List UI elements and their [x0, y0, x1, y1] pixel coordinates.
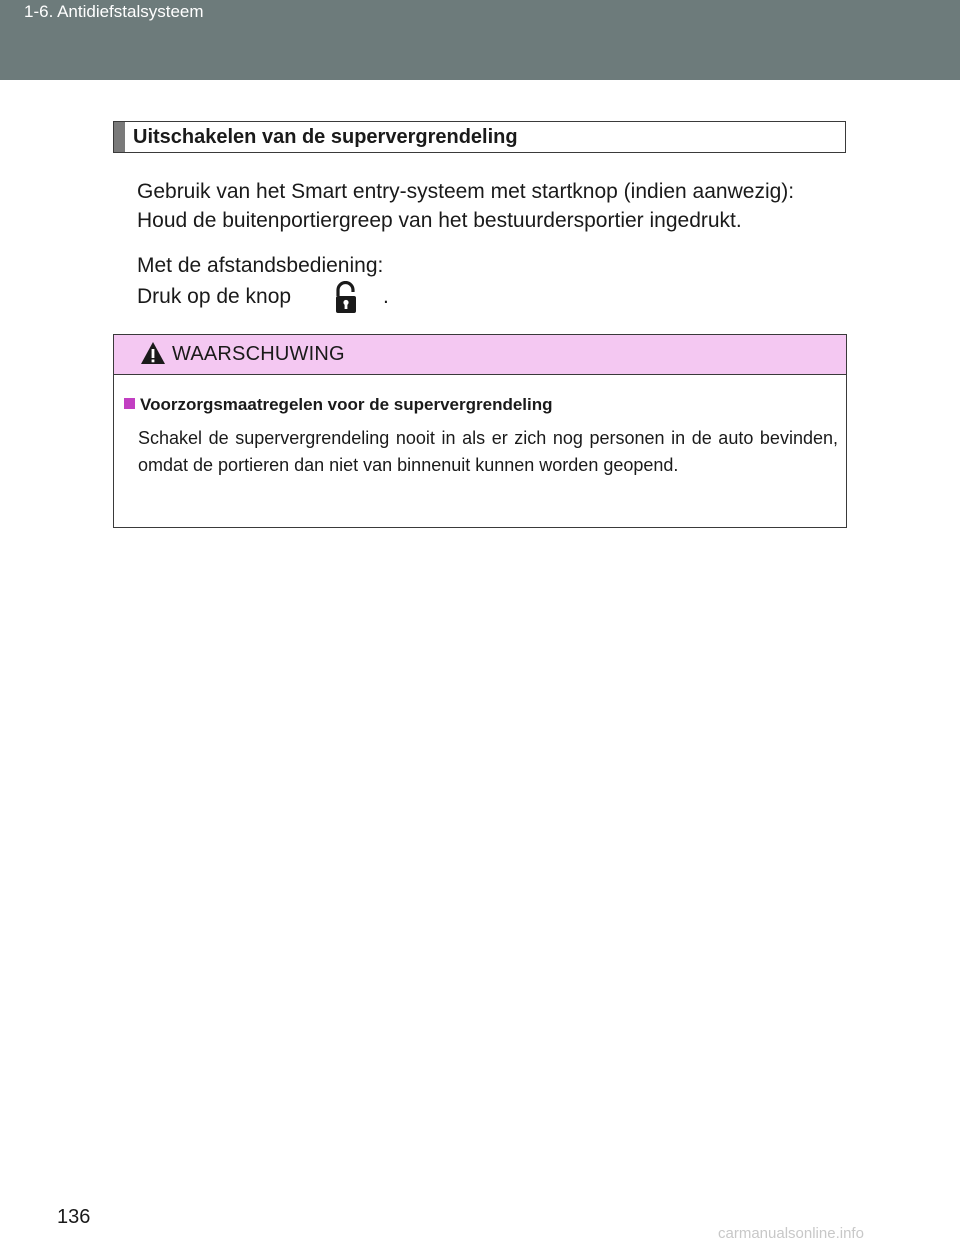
- page-number: 136: [57, 1206, 91, 1228]
- header-band: [0, 0, 960, 80]
- warning-header: [114, 335, 846, 375]
- unlock-icon: [333, 281, 359, 315]
- section-title-bar: [114, 122, 125, 152]
- section-label: 1-6. Antidiefstalsysteem: [24, 2, 204, 21]
- body-line-4-suffix: .: [383, 285, 389, 308]
- section-title: Uitschakelen van de supervergrendeling: [133, 126, 518, 148]
- watermark: carmanualsonline.info: [718, 1225, 864, 1242]
- warning-triangle-icon: [140, 340, 166, 366]
- body-line-2: Houd de buitenportiergreep van het bestuurdersportier ingedrukt.: [137, 209, 742, 232]
- body-line-4-prefix: Druk op de knop: [137, 285, 292, 308]
- warning-label: WAARSCHUWING: [172, 343, 345, 365]
- warning-text: Schakel de supervergrendeling nooit in als er zich nog personen in de auto bevinden, omdat de portieren dan niet van binnenuit kunnen worden geopend.: [138, 428, 838, 475]
- body-line-4: [137, 280, 291, 313]
- warning-box: [113, 334, 847, 528]
- warning-heading-text: Voorzorgsmaatregelen voor de supervergrendeling: [140, 395, 553, 414]
- warning-heading: [124, 395, 553, 415]
- body-line-3: Met de afstandsbediening:: [137, 254, 384, 277]
- section-title-box: [113, 121, 846, 153]
- body-line-1: Gebruik van het Smart entry-systeem met startknop (indien aanwezig):: [137, 180, 795, 203]
- warning-bullet-icon: [124, 398, 135, 409]
